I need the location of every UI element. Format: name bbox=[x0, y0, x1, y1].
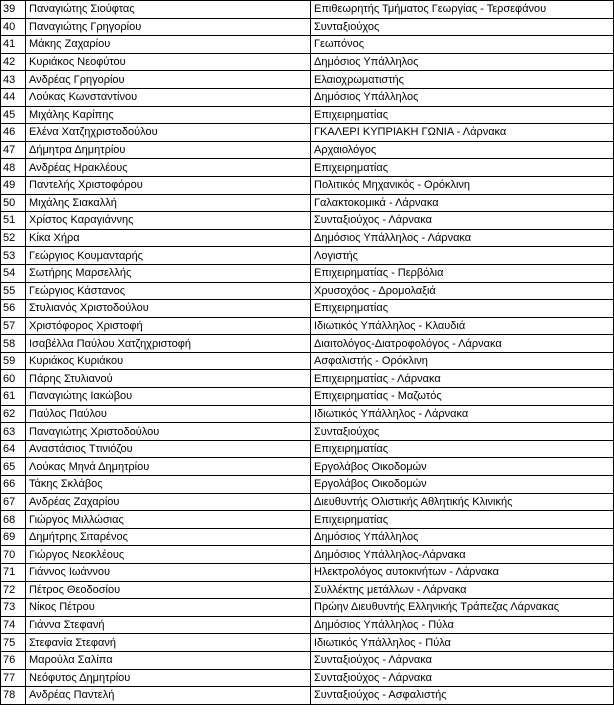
person-name: Μιχάλης Καρίπης bbox=[26, 106, 311, 124]
row-number: 43 bbox=[1, 71, 26, 89]
person-occupation: Δημόσιος Υπάλληλος bbox=[311, 53, 614, 71]
person-name: Παναγιώτης Σιούφτας bbox=[26, 1, 311, 19]
row-number: 57 bbox=[1, 317, 26, 335]
table-row bbox=[1, 88, 614, 106]
row-number: 49 bbox=[1, 176, 26, 194]
table-row bbox=[1, 176, 614, 194]
row-number: 62 bbox=[1, 405, 26, 423]
person-name: Μαρούλα Σαλίπα bbox=[26, 651, 311, 669]
person-occupation: Συνταξιούχος - Λάρνακα bbox=[311, 651, 614, 669]
row-number: 54 bbox=[1, 264, 26, 282]
person-occupation: Συνταξιούχος - Λάρνακα bbox=[311, 212, 614, 230]
person-name: Ανδρέας Παντελή bbox=[26, 687, 311, 705]
table-row bbox=[1, 159, 614, 177]
table-row bbox=[1, 687, 614, 705]
person-name: Γιώργος Νεοκλέους bbox=[26, 546, 311, 564]
person-occupation: Συνταξιούχος bbox=[311, 18, 614, 36]
table-row bbox=[1, 599, 614, 617]
table-row bbox=[1, 634, 614, 652]
person-occupation: Επιχειρηματίας bbox=[311, 106, 614, 124]
row-number: 40 bbox=[1, 18, 26, 36]
person-name: Δημήτρης Σιταρένος bbox=[26, 528, 311, 546]
person-occupation: Συνταξιούχος bbox=[311, 423, 614, 441]
table-row bbox=[1, 212, 614, 230]
person-occupation: Ελαιοχρωματιστής bbox=[311, 71, 614, 89]
table-row bbox=[1, 476, 614, 494]
person-occupation: Ασφαλιστής - Ορόκλινη bbox=[311, 352, 614, 370]
person-name: Ανδρέας Ηρακλέους bbox=[26, 159, 311, 177]
table-row bbox=[1, 229, 614, 247]
table-row bbox=[1, 458, 614, 476]
person-occupation: Δημόσιος Υπάλληλος-Λάρνακα bbox=[311, 546, 614, 564]
table-row bbox=[1, 511, 614, 529]
person-name: Αναστάσιος Ττινιόζου bbox=[26, 440, 311, 458]
person-occupation: Χρυσοχόος - Δρομολαξιά bbox=[311, 282, 614, 300]
table-row bbox=[1, 141, 614, 159]
person-occupation: Συνταξιούχος - Λάρνακα bbox=[311, 669, 614, 687]
person-occupation: Δημόσιος Υπάλληλος bbox=[311, 88, 614, 106]
person-name: Παντελής Χριστοφόρου bbox=[26, 176, 311, 194]
row-number: 42 bbox=[1, 53, 26, 71]
person-name: Κυριάκος Κυριάκου bbox=[26, 352, 311, 370]
table-row bbox=[1, 194, 614, 212]
person-occupation: Εργολάβος Οικοδομών bbox=[311, 476, 614, 494]
person-name: Ανδρέας Ζαχαρίου bbox=[26, 493, 311, 511]
person-occupation: Συλλέκτης μετάλλων - Λάρνακα bbox=[311, 581, 614, 599]
table-row bbox=[1, 71, 614, 89]
person-occupation: Επιχειρηματίας bbox=[311, 300, 614, 318]
person-name: Γεώργιος Κάστανος bbox=[26, 282, 311, 300]
table-row bbox=[1, 546, 614, 564]
table-row bbox=[1, 528, 614, 546]
person-name: Δήμητρα Δημητρίου bbox=[26, 141, 311, 159]
table-row bbox=[1, 1, 614, 19]
person-occupation: Επιχειρηματίας - Μαζωτός bbox=[311, 388, 614, 406]
row-number: 63 bbox=[1, 423, 26, 441]
row-number: 60 bbox=[1, 370, 26, 388]
row-number: 45 bbox=[1, 106, 26, 124]
row-number: 50 bbox=[1, 194, 26, 212]
table-row bbox=[1, 669, 614, 687]
person-occupation: Επιχειρηματίας - Λάρνακα bbox=[311, 370, 614, 388]
table-row bbox=[1, 352, 614, 370]
row-number: 51 bbox=[1, 212, 26, 230]
table-row bbox=[1, 581, 614, 599]
row-number: 67 bbox=[1, 493, 26, 511]
person-occupation: Επιχειρηματίας bbox=[311, 511, 614, 529]
row-number: 39 bbox=[1, 1, 26, 19]
person-occupation: Ιδιωτικός Υπάλληλος - Πύλα bbox=[311, 634, 614, 652]
person-name: Κυριάκος Νεοφύτου bbox=[26, 53, 311, 71]
row-number: 70 bbox=[1, 546, 26, 564]
table-row bbox=[1, 264, 614, 282]
row-number: 59 bbox=[1, 352, 26, 370]
person-occupation: Συνταξιούχος - Ασφαλιστής bbox=[311, 687, 614, 705]
row-number: 76 bbox=[1, 651, 26, 669]
table-row bbox=[1, 405, 614, 423]
row-number: 77 bbox=[1, 669, 26, 687]
table-row bbox=[1, 300, 614, 318]
row-number: 58 bbox=[1, 335, 26, 353]
person-occupation: Επιχειρηματίας - Περβόλια bbox=[311, 264, 614, 282]
person-name: Γιάννος Ιωάννου bbox=[26, 564, 311, 582]
person-name: Χρίστος Καραγιάννης bbox=[26, 212, 311, 230]
table-row bbox=[1, 493, 614, 511]
row-number: 46 bbox=[1, 124, 26, 142]
table-row bbox=[1, 53, 614, 71]
person-name: Παναγιώτης Χριστοδούλου bbox=[26, 423, 311, 441]
row-number: 69 bbox=[1, 528, 26, 546]
person-occupation: Πρώην Διευθυντής Ελληνικής Τράπεζας Λάρνακας bbox=[311, 599, 614, 617]
table-row bbox=[1, 247, 614, 265]
person-occupation: Ιδιωτικός Υπάλληλος - Κλαυδιά bbox=[311, 317, 614, 335]
person-occupation: Διαιτολόγος-Διατροφολόγος - Λάρνακα bbox=[311, 335, 614, 353]
row-number: 72 bbox=[1, 581, 26, 599]
person-occupation: Ηλεκτρολόγος αυτοκινήτων - Λάρνακα bbox=[311, 564, 614, 582]
person-occupation: Αρχαιολόγος bbox=[311, 141, 614, 159]
person-name: Ελένα Χατζηχριστοδούλου bbox=[26, 124, 311, 142]
person-name: Χριστόφορος Χριστοφή bbox=[26, 317, 311, 335]
row-number: 64 bbox=[1, 440, 26, 458]
table-row bbox=[1, 370, 614, 388]
person-name: Λούκας Κωνσταντίνου bbox=[26, 88, 311, 106]
row-number: 65 bbox=[1, 458, 26, 476]
person-name: Μάκης Ζαχαρίου bbox=[26, 36, 311, 54]
person-name: Κίκα Χήρα bbox=[26, 229, 311, 247]
person-occupation: Επιθεωρητής Τμήματος Γεωργίας - Τερσεφάνου bbox=[311, 1, 614, 19]
row-number: 75 bbox=[1, 634, 26, 652]
person-occupation: Ιδιωτικός Υπάλληλος - Λάρνακα bbox=[311, 405, 614, 423]
row-number: 74 bbox=[1, 616, 26, 634]
person-name: Λούκας Μηνά Δημητρίου bbox=[26, 458, 311, 476]
person-occupation: Γαλακτοκομικά - Λάρνακα bbox=[311, 194, 614, 212]
person-name: Νεόφυτος Δημητρίου bbox=[26, 669, 311, 687]
row-number: 48 bbox=[1, 159, 26, 177]
table-row bbox=[1, 335, 614, 353]
table-row bbox=[1, 616, 614, 634]
table-row bbox=[1, 282, 614, 300]
row-number: 41 bbox=[1, 36, 26, 54]
person-name: Παναγιώτης Ιακώβου bbox=[26, 388, 311, 406]
person-occupation: Δημόσιος Υπάλληλος - Λάρνακα bbox=[311, 229, 614, 247]
table-row bbox=[1, 440, 614, 458]
person-name: Παναγιώτης Γρηγορίου bbox=[26, 18, 311, 36]
person-occupation: Επιχειρηματίας bbox=[311, 159, 614, 177]
person-occupation: Δημόσιος Υπάλληλος - Πύλα bbox=[311, 616, 614, 634]
row-number: 56 bbox=[1, 300, 26, 318]
table-row bbox=[1, 388, 614, 406]
row-number: 55 bbox=[1, 282, 26, 300]
person-occupation: Επιχειρηματίας bbox=[311, 440, 614, 458]
row-number: 61 bbox=[1, 388, 26, 406]
person-occupation: Λογιστής bbox=[311, 247, 614, 265]
person-occupation: Διευθυντής Ολιστικής Αθλητικής Κλινικής bbox=[311, 493, 614, 511]
row-number: 52 bbox=[1, 229, 26, 247]
row-number: 47 bbox=[1, 141, 26, 159]
row-number: 53 bbox=[1, 247, 26, 265]
person-name: Πάρης Στυλιανού bbox=[26, 370, 311, 388]
person-name: Παύλος Παύλου bbox=[26, 405, 311, 423]
row-number: 73 bbox=[1, 599, 26, 617]
person-name: Πέτρος Θεοδοσίου bbox=[26, 581, 311, 599]
person-name: Γεώργιος Κουμανταρής bbox=[26, 247, 311, 265]
table-row bbox=[1, 423, 614, 441]
table-row bbox=[1, 106, 614, 124]
table-row bbox=[1, 317, 614, 335]
table-row bbox=[1, 651, 614, 669]
table-row bbox=[1, 18, 614, 36]
person-occupation: Γεωπόνος bbox=[311, 36, 614, 54]
person-name: Μιχάλης Σιακαλλή bbox=[26, 194, 311, 212]
table-row bbox=[1, 36, 614, 54]
table-row bbox=[1, 564, 614, 582]
person-occupation: Εργολάβος Οικοδομών bbox=[311, 458, 614, 476]
person-name: Ανδρέας Γρηγορίου bbox=[26, 71, 311, 89]
person-name: Στυλιανός Χριστοδούλου bbox=[26, 300, 311, 318]
person-name: Ισαβέλλα Παύλου Χατζηχριστοφή bbox=[26, 335, 311, 353]
row-number: 66 bbox=[1, 476, 26, 494]
person-name: Τάκης Σκλάβος bbox=[26, 476, 311, 494]
person-name: Γιάννα Στεφανή bbox=[26, 616, 311, 634]
person-occupation: ΓΚΑΛΕΡΙ ΚΥΠΡΙΑΚΗ ΓΩΝΙΑ - Λάρνακα bbox=[311, 124, 614, 142]
row-number: 78 bbox=[1, 687, 26, 705]
table-body bbox=[1, 1, 614, 705]
person-name: Σωτήρης Μαρσελλής bbox=[26, 264, 311, 282]
person-name: Στεφανία Στεφανή bbox=[26, 634, 311, 652]
person-occupation: Πολιτικός Μηχανικός - Ορόκλινη bbox=[311, 176, 614, 194]
table-row bbox=[1, 124, 614, 142]
person-name: Γιώργος Μιλλώσιας bbox=[26, 511, 311, 529]
person-occupation: Δημόσιος Υπάλληλος bbox=[311, 528, 614, 546]
row-number: 44 bbox=[1, 88, 26, 106]
row-number: 71 bbox=[1, 564, 26, 582]
person-name: Νίκος Πέτρου bbox=[26, 599, 311, 617]
row-number: 68 bbox=[1, 511, 26, 529]
